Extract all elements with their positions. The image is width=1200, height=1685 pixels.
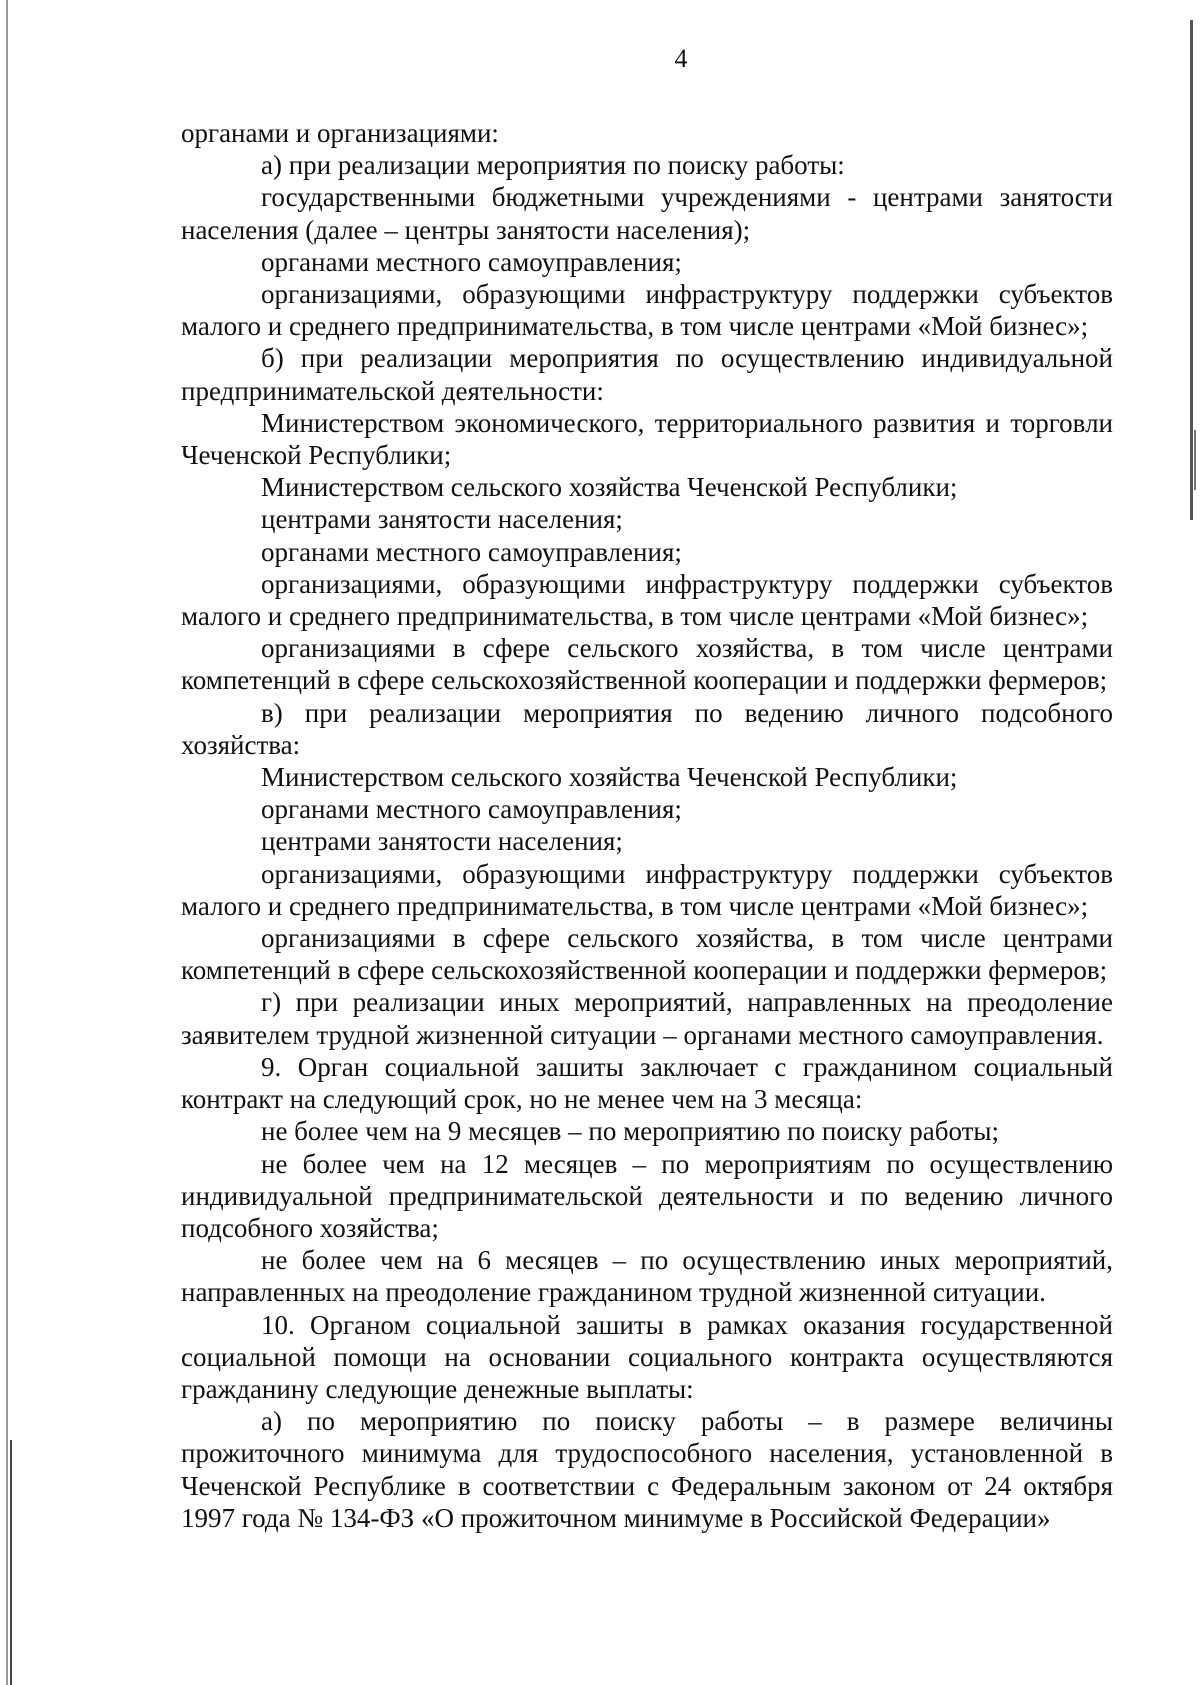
paragraph: организациями, образующими инфраструктуру поддержки субъектов малого и среднего предпринимательства, в том числе центрами «Мой бизнес»;: [181, 279, 1113, 342]
paragraph: а) при реализации мероприятия по поиску работы:: [261, 150, 845, 181]
paragraph: центрами занятости населения;: [261, 826, 623, 857]
paragraph: органами и организациями:: [181, 118, 499, 148]
paragraph: Министерством экономического, территориального развития и торговли Чеченской Республики;: [181, 407, 1113, 471]
paragraph: органами местного самоуправления;: [261, 794, 682, 825]
paragraph: организациями, образующими инфраструктуру поддержки субъектов малого и среднего предпринимательства, в том числе центрами «Мой бизнес»;: [181, 568, 1113, 632]
paragraph: государственными бюджетными учреждениями - центрами занятости населения (далее – центры занятости населения);: [181, 182, 1113, 245]
paragraph: 10. Органом социальной зашиты в рамках оказания государственной социальной помощи на основании социального контракта осуществляются гражданину следующие денежные выплаты:: [181, 1309, 1113, 1404]
paragraph: Министерством сельского хозяйства Чеченской Республики;: [261, 762, 958, 793]
paragraph: 9. Орган социальной зашиты заключает с гражданином социальный контракт на следующий срок, но не менее чем на 3 месяца:: [181, 1051, 1113, 1115]
paragraph: органами местного самоуправления;: [261, 246, 682, 277]
paragraph: в) при реализации мероприятия по ведению личного подсобного хозяйства:: [181, 697, 1113, 760]
paragraph: организациями в сфере сельского хозяйства, в том числе центрами компетенций в сфере сельскохозяйственной кооперации и поддержки фермеров;: [181, 923, 1113, 986]
paragraph: организациями, образующими инфраструктуру поддержки субъектов малого и среднего предпринимательства, в том числе центрами «Мой бизнес»;: [181, 858, 1113, 921]
paragraph: Министерством сельского хозяйства Чеченской Республики;: [261, 472, 958, 503]
paragraph: не более чем на 6 месяцев – по осуществлению иных мероприятий, направленных на преодоление гражданином трудной жизненной ситуации.: [181, 1245, 1113, 1308]
scan-edge-left: [6, 0, 8, 1685]
scan-edge-right: [1190, 20, 1193, 520]
page-number: 4: [674, 44, 688, 73]
paragraph: центрами занятости населения;: [261, 504, 623, 535]
document-body: [181, 117, 1113, 1534]
paragraph: г) при реализации иных мероприятий, направленных на преодоление заявителем трудной жизненной ситуации – органами местного самоуправления.: [181, 987, 1113, 1050]
paragraph: не более чем на 9 месяцев – по мероприятию по поиску работы;: [261, 1116, 1000, 1147]
paragraph: организациями в сфере сельского хозяйства, в том числе центрами компетенций в сфере сельскохозяйственной кооперации и поддержки фермеров;: [181, 633, 1113, 696]
paragraph: органами местного самоуправления;: [261, 536, 682, 567]
paragraph: а) по мероприятию по поиску работы – в размере величины прожиточного минимума для трудоспособного населения, установленной в Чеченской Республике в соответствии с Федеральным законом от 24 октября 1997 года № 134-ФЗ «О прожиточном минимуме в Российской Федерации»: [181, 1406, 1113, 1533]
scan-edge-right-lower: [1194, 430, 1196, 490]
paragraph: б) при реализации мероприятия по осуществлению индивидуальной предпринимательской деятельности:: [181, 343, 1113, 406]
paragraph: не более чем на 12 месяцев – по мероприятиям по осуществлению индивидуальной предпринимательской деятельности и по ведению личного подсобного хозяйства;: [181, 1148, 1113, 1243]
scan-edge-left-lower: [10, 1440, 12, 1685]
